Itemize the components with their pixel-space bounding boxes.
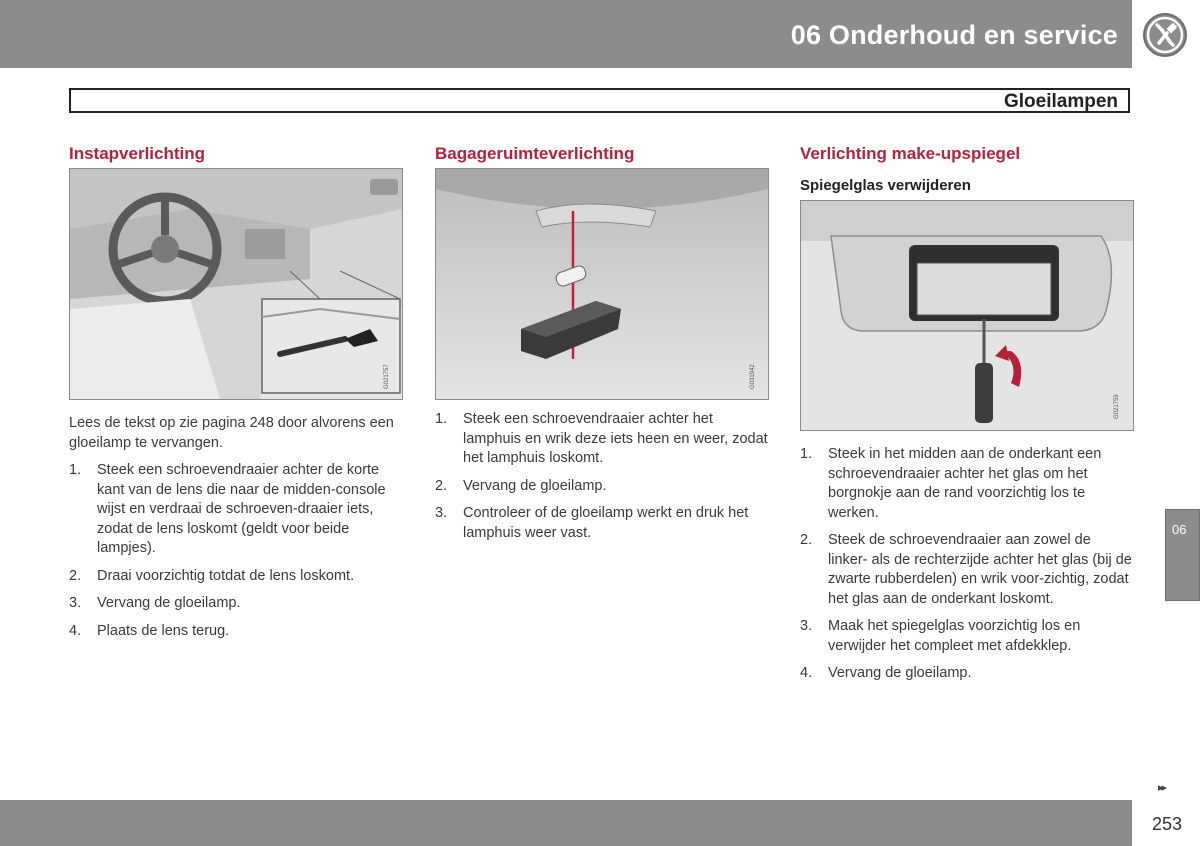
list-item: 3. Vervang de gloeilamp. xyxy=(69,595,241,611)
figure-vanity-mirror xyxy=(800,200,1134,431)
chapter-side-tab[interactable] xyxy=(1165,509,1200,601)
side-tab-label: 06 xyxy=(1172,522,1187,537)
list-item: 4. Plaats de lens terug. xyxy=(69,622,230,639)
list-item: 4. Vervang de gloeilamp. xyxy=(800,665,972,681)
page-number: 253 xyxy=(1151,814,1182,834)
footer-bar xyxy=(0,800,1132,846)
figure-car-interior xyxy=(69,168,403,400)
column-make-upspiegel xyxy=(800,143,1134,684)
list-item: 3. Controleer of de gloeilamp werkt en druk het lamphuis weer vast. xyxy=(435,505,749,541)
figure-trunk-lamp xyxy=(435,168,769,400)
continue-arrow-icon: ▸▸ xyxy=(1158,782,1166,794)
page-number-box xyxy=(1132,800,1200,846)
list-item: 2. Steek de schroevendraaier aan zowel de linker- als de rechterzijde achter het glas (bij de zwarte rubberdelen) en wrik voor-zichtig, zodat het glas aan de onderkant loskomt. xyxy=(800,532,1132,607)
section-header xyxy=(69,88,1130,113)
list-item: 1. Steek in het midden aan de onderkant een schroevendraaier achter het glas om het borgnokje aan de rand voorzichtig los te werken. xyxy=(800,446,1102,521)
list-item: 2. Draai voorzichtig totdat de lens loskomt. xyxy=(69,567,355,584)
wrench-icon xyxy=(1140,10,1190,60)
figure-code: G021757 xyxy=(384,364,390,389)
figure-code: G021759 xyxy=(1114,394,1120,419)
list-item: 1. Steek een schroevendraaier achter de korte kant van de lens die naar de midden-console wijst en verdraai de schroeven-draaier iets, zodat de lens loskomt (geldt voor beide lampjes). xyxy=(69,462,386,556)
section-title: Gloeilampen xyxy=(1003,91,1118,112)
sub-heading: Spiegelglas verwijderen xyxy=(800,177,971,194)
steps-list xyxy=(800,445,1134,684)
list-item: 2. Vervang de gloeilamp. xyxy=(435,477,607,494)
intro-text: Lees de tekst op zie pagina 248 door alvorens een gloeilamp te vervangen. xyxy=(69,415,394,451)
chapter-icon-box xyxy=(1132,0,1200,68)
chapter-title: 06 Onderhoud en service xyxy=(790,20,1118,50)
steps-list xyxy=(69,461,403,641)
figure-code: G031942 xyxy=(750,364,756,389)
column-heading: Bagageruimteverlichting xyxy=(435,144,635,163)
column-heading: Instapverlichting xyxy=(69,144,206,163)
list-item: 1. Steek een schroevendraaier achter het lamphuis en wrik deze iets heen en weer, zodat het lamphuis loskomt. xyxy=(435,411,768,466)
list-item: 3. Maak het spiegelglas voorzichtig los en verwijder het compleet met afdekklep. xyxy=(800,618,1081,654)
column-instapverlichting xyxy=(69,143,403,641)
header-bar xyxy=(0,0,1132,68)
steps-list xyxy=(435,410,769,543)
column-heading: Verlichting make-upspiegel xyxy=(800,144,1021,163)
column-bagageruimteverlichting xyxy=(435,143,769,543)
